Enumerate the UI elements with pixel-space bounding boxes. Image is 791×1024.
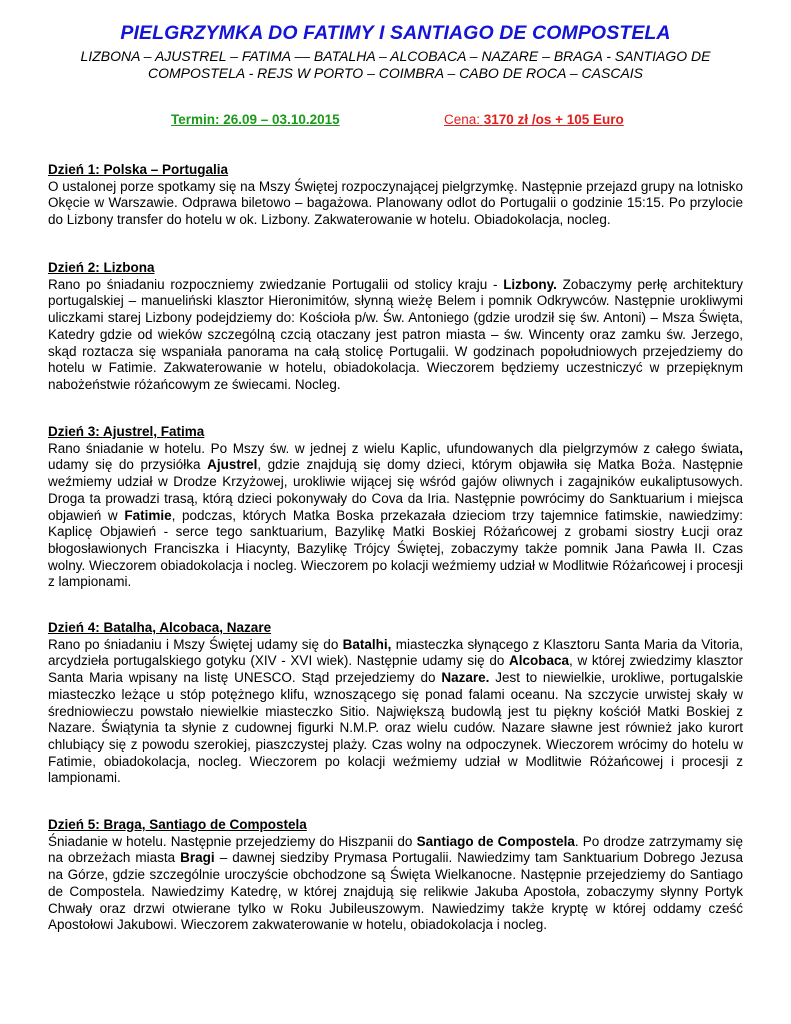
text: Rano śniadanie w hotelu. Po Mszy św. w jednej z wielu Kaplic, ufundowanych dla pielgrzymów z całego świata (48, 440, 740, 456)
day-4-section (48, 620, 743, 787)
day-1-description (48, 179, 743, 229)
day-1-section (48, 162, 743, 229)
bold-place: Fatimie (124, 507, 172, 523)
trip-price (444, 112, 624, 127)
day-3-section (48, 424, 743, 591)
price-label: Cena: (444, 112, 484, 127)
price-value: 3170 zł /os + 105 Euro (483, 112, 624, 127)
text: , w której zwiedzimy klasztor Santa Maria wpisany na listę UNESCO. Stąd przejedziemy do (48, 653, 743, 686)
text: Rano po śniadaniu rozpoczniemy zwiedzanie Portugalii od stolicy kraju - (48, 276, 504, 292)
route-line-1: LIZBONA – AJUSTREL – FATIMA –– BATALHA – ALCOBACA – NAZARE – BRAGA - SANTIAGO DE (80, 48, 711, 64)
route-line-2: COMPOSTELA - REJS W PORTO – COIMBRA – CABO DE ROCA – CASCAIS (147, 64, 644, 81)
text: , gdzie znajdują się domy dzieci, którym objawiła się Matka Boża. Następnie weźmiemy udział w Drodze Krzyżowej, urokliwie wijącej się wśród gajów oliwnych i zagajników eukaliptusowych. Droga ta prowadzi trasą, którą dzieci pokonywały do Cova da Iria. Następnie powrócimy do Sanktuarium i miejsca objawień w (48, 457, 743, 523)
day-4-heading: Dzień 4: Batalha, Alcobaca, Nazare (48, 620, 272, 635)
day-2-heading: Dzień 2: Lizbona (48, 260, 155, 275)
bold-comma: , (739, 440, 743, 456)
text: O ustalonej porze spotkamy się na Mszy Świętej rozpoczynającej pielgrzymkę. Następnie przejazd grupy na lotnisko Okęcie w Warszawie. Odprawa biletowo – bagażowa. Planowany odlot do Portugalii o godzinie 15:15. Po przylocie do Lizbony transfer do hotelu w ok. Lizbony. Zakwaterowanie w hotelu. Obiadokolacja, nocleg. (48, 178, 743, 228)
text: udamy się do przysiółka (48, 457, 208, 473)
text: miasteczka słynącego z Klasztoru Santa Maria da Vitoria, arcydzieła portugalskiego gotyku (XIV - XVI wiek). Następnie udamy się do (48, 636, 743, 669)
bold-place: Lizbony. (503, 276, 557, 292)
bold-place: Santiago de Compostela (416, 833, 575, 849)
route-subtitle (48, 48, 743, 81)
day-2-description (48, 277, 743, 394)
text: Zobaczymy perłę architektury portugalskiej – manueliński klasztor Hieronimitów, słynną wieżę Belem i pomnik Odkrywców. Następnie urokliwymi uliczkami starej Lizbony podejdziemy do: Kościoła p/w. Św. Antoniego (gdzie urodził się św. Antoni) – Msza Święta, Katedry gdzie od wieków szczególną czcią otaczany jest patron miasta – św. Wincenty oraz zamku św. Jerzego, skąd roztacza się wspaniała panorama na całą stolicę Portugalii. W godzinach popołudniowych przejedziemy do hotelu w Fatimie. Zakwaterowanie w hotelu, obiadokolacja. Wieczorem będziemy uczestniczyć w przepięknym nabożeństwie różańcowym ze świecami. Nocleg. (48, 276, 743, 392)
text: Jest to niewielkie, urokliwe, portugalskie miasteczko leżące u stóp potężnego klifu, wznoszącego się ponad falami oceanu. Na szczycie urwistej skały w średniowieczu powstało niewielkie miasteczko Sitio. Największą budowlą jest tu piękny kościół Matki Boskiej z Nazare. Świątynia ta słynie z cudownej figurki N.M.P. oraz wielu cudów. Nazare sławne jest również jako kurort chlubiący się z powodu szerokiej, piaszczystej plaży. Czas wolny na odpoczynek. Wieczorem wrócimy do hotelu w Fatimie, obiadokolacja, nocleg. Wieczorem po kolacji weźmiemy udział w Modlitwie Różańcowej i procesji z lampionami. (48, 670, 743, 786)
day-5-section (48, 817, 743, 934)
document-title: PIELGRZYMKA DO FATIMY I SANTIAGO DE COMPOSTELA (120, 22, 671, 44)
day-3-heading: Dzień 3: Ajustrel, Fatima (48, 424, 205, 439)
day-3-description (48, 441, 743, 591)
bold-place: Ajustrel (207, 457, 258, 473)
day-5-description (48, 834, 743, 934)
text: , podczas, których Matka Boska przekazała dzieciom trzy tajemnice fatimskie, nawiedzimy: Kaplicę Objawień - serce tego sanktuarium, Bazylikę Matki Boskiej Różańcowej z grobami siostry Łucji oraz błogosławionych Franciszka i Hiacynty, Bazylikę Trójcy Świętej, zobaczymy także pomnik Jana Pawła II. Czas wolny. Wieczorem obiadokolacja i nocleg. Wieczorem po kolacji weźmiemy udział w Modlitwie Różańcowej i procesji z lampionami. (48, 507, 743, 590)
bold-place: Bragi (180, 850, 215, 866)
terms-row (48, 112, 743, 132)
text: Śniadanie w hotelu. Następnie przejedziemy do Hiszpanii do (48, 833, 417, 849)
day-1-heading: Dzień 1: Polska – Portugalia (48, 162, 229, 177)
bold-place: Alcobaca (509, 653, 570, 669)
text: Rano po śniadaniu i Mszy Świętej udamy się do (48, 636, 343, 652)
day-5-heading: Dzień 5: Braga, Santiago de Compostela (48, 817, 307, 832)
bold-place: Nazare. (441, 670, 490, 686)
bold-place: Batalhi, (342, 636, 392, 652)
day-4-description (48, 637, 743, 787)
day-2-section (48, 260, 743, 394)
text: . Po drodze zatrzymamy się na obrzeżach miasta (48, 833, 743, 866)
trip-dates: Termin: 26.09 – 03.10.2015 (171, 112, 340, 127)
text: – dawnej siedziby Prymasa Portugalii. Nawiedzimy tam Sanktuarium Dobrego Jezusa na Górze, gdzie szczególnie uroczyście obchodzone są Święta Wielkanocne. Następnie przejedziemy do Santiago de Compostela. Nawiedzimy Katedrę, w której znajdują się relikwie Jakuba Apostoła, zobaczymy słynny Portyk Chwały oraz drzwi otwierane tylko w Roku Jubileuszowym. Nawiedzimy także kryptę w której oddamy cześć Apostołowi Jakubowi. Wieczorem zakwaterowanie w hotelu, obiadokolacja i nocleg. (48, 850, 743, 933)
